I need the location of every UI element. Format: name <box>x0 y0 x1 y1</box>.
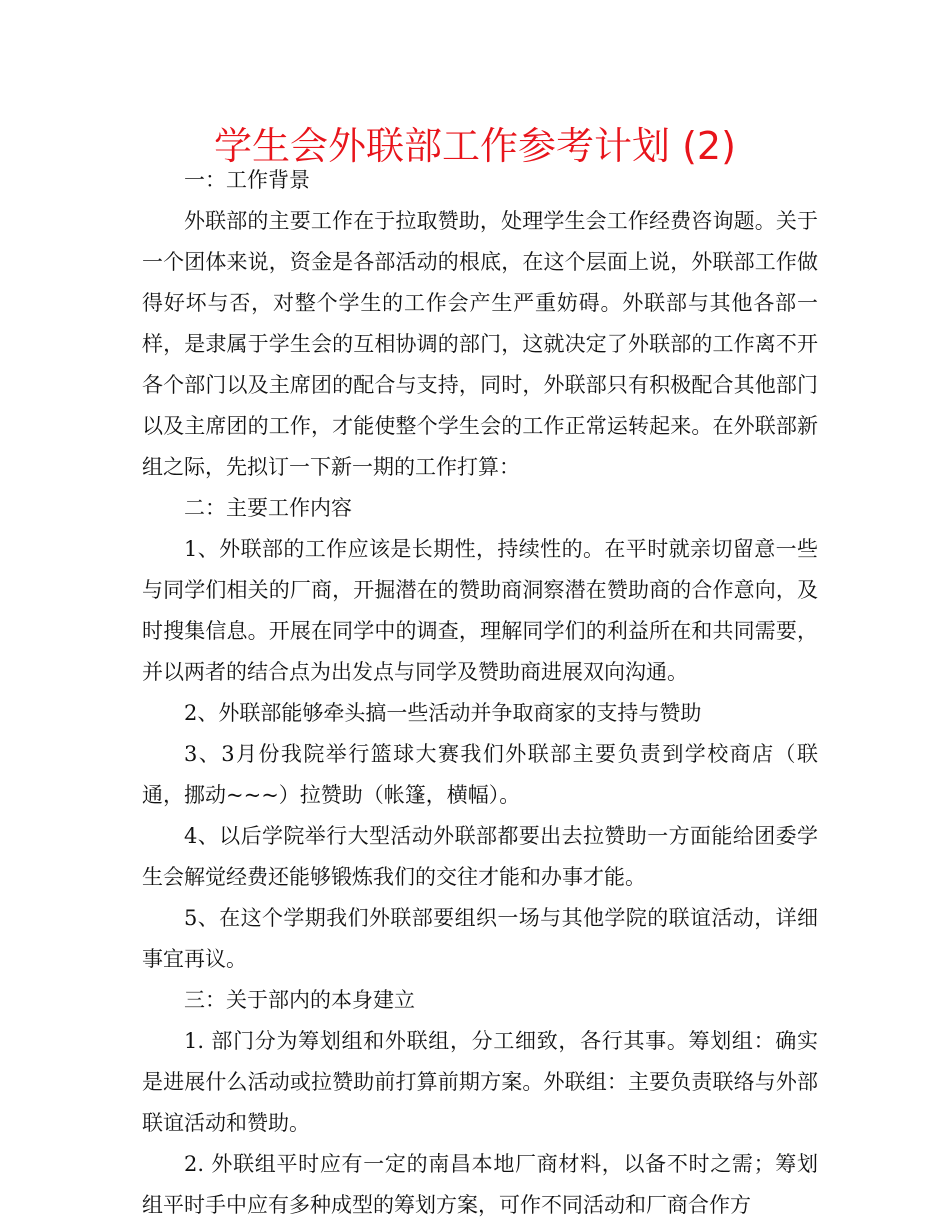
paragraph-item-5: 5、在这个学期我们外联部要组织一场与其他学院的联谊活动，详细事宜再议。 <box>142 906 818 971</box>
section-heading-self-building: 三：关于部内的本身建立 <box>184 988 415 1012</box>
paragraph-build-1: 1. 部门分为筹划组和外联组，分工细致，各行其事。筹划组：确实是进展什么活动或拉赞助前打算前期方案。外联组：主要负责联络与外部联谊活动和赞助。 <box>142 1029 818 1135</box>
document-body <box>142 160 818 1226</box>
paragraph-item-2: 2、外联部能够牵头搞一些活动并争取商家的支持与赞助 <box>184 701 702 725</box>
paragraph-item-1: 1、外联部的工作应该是长期性，持续性的。在平时就亲切留意一些与同学们相关的厂商，开掘潜在的赞助商洞察潜在赞助商的合作意向，及时搜集信息。开展在同学中的调查，理解同学们的利益所在和共同需要，并以两者的结合点为出发点与同学及赞助商进展双向沟通。 <box>142 537 818 684</box>
paragraph-item-3: 3、3月份我院举行篮球大赛我们外联部主要负责到学校商店（联通，挪动~~~）拉赞助（帐篷，横幅）。 <box>142 742 818 807</box>
paragraph-background: 外联部的主要工作在于拉取赞助，处理学生会工作经费咨询题。关于一个团体来说，资金是各部活动的根底，在这个层面上说，外联部工作做得好坏与否，对整个学生的工作会产生严重妨碍。外联部与其他各部一样，是隶属于学生会的互相协调的部门，这就决定了外联部的工作离不开各个部门以及主席团的配合与支持，同时，外联部只有积极配合其他部门以及主席团的工作，才能使整个学生会的工作正常运转起来。在外联部新组之际，先拟订一下新一期的工作打算： <box>142 209 818 479</box>
paragraph-build-2: 2. 外联组平时应有一定的南昌本地厂商材料，以备不时之需；筹划组平时手中应有多种成型的筹划方案，可作不同活动和厂商合作方 <box>142 1152 818 1217</box>
paragraph-item-4: 4、以后学院举行大型活动外联部都要出去拉赞助一方面能给团委学生会解觉经费还能够锻炼我们的交往才能和办事才能。 <box>142 824 818 889</box>
document-title: 学生会外联部工作参考计划 (2) <box>214 124 736 168</box>
section-heading-background: 一：工作背景 <box>184 168 310 192</box>
section-heading-main-work: 二：主要工作内容 <box>184 496 352 520</box>
